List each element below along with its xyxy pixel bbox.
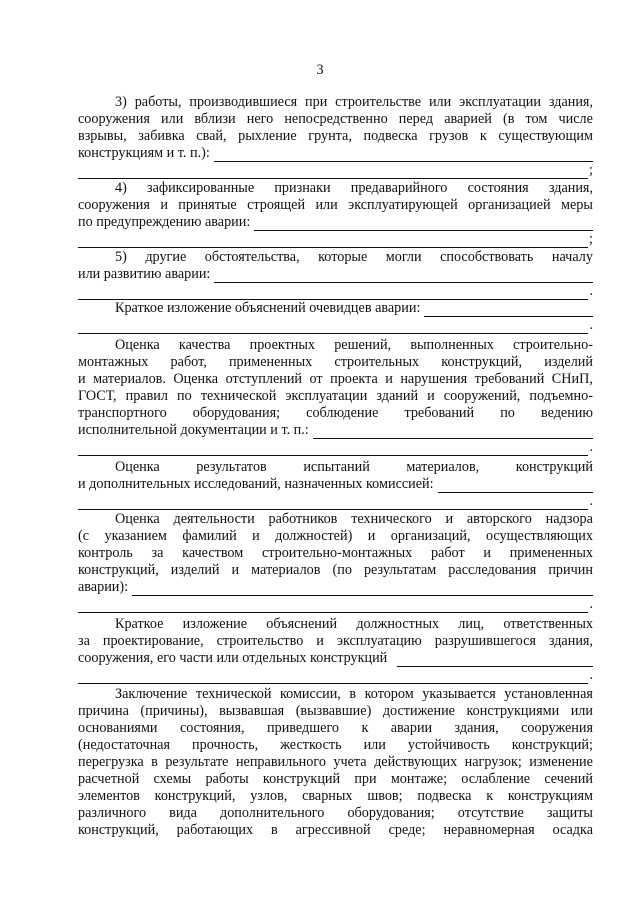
word: 3)	[115, 94, 127, 110]
word: неправильного	[235, 754, 326, 770]
fill-underline	[78, 165, 588, 179]
word: вида	[169, 805, 197, 821]
word: строительство	[216, 633, 304, 649]
word: технической	[195, 686, 272, 702]
word: и	[445, 511, 454, 527]
word: ГОСТ,	[78, 388, 117, 404]
fill-underline	[438, 479, 593, 493]
word: за	[78, 633, 90, 649]
word: эксплуатации	[459, 94, 541, 110]
word: сооружений,	[443, 388, 521, 404]
word: результате	[165, 754, 229, 770]
word: конструкций,	[441, 354, 523, 370]
text-line	[78, 266, 593, 283]
word: другие	[145, 249, 187, 265]
text-line	[78, 686, 593, 703]
word: указывается	[422, 686, 496, 702]
word: учета	[333, 754, 367, 770]
section-construction-works	[78, 94, 593, 179]
word: аварии	[390, 720, 433, 736]
word: рыхление	[238, 128, 297, 144]
word: нагрузок;	[464, 754, 522, 770]
word: которые	[318, 249, 368, 265]
text-line	[78, 180, 593, 197]
word: зданий	[376, 388, 419, 404]
word: прочность,	[192, 737, 259, 753]
word: вблизи	[194, 111, 236, 127]
word: подвеска	[363, 128, 418, 144]
word: (причины),	[140, 703, 208, 719]
fill-underline	[78, 234, 588, 248]
word: к	[361, 720, 369, 736]
word: расследования	[448, 562, 537, 578]
word: и	[160, 197, 168, 213]
word: 4)	[115, 180, 127, 196]
word: подъемно-	[529, 388, 593, 404]
text-line	[78, 145, 593, 162]
word: взрывы,	[78, 128, 127, 144]
word: (в	[503, 111, 515, 127]
section-eyewitness-accounts	[78, 300, 593, 334]
word: в	[271, 822, 278, 838]
text-line	[78, 111, 593, 128]
word: проектирование,	[102, 633, 204, 649]
text-line	[78, 788, 593, 805]
word: (по	[332, 562, 352, 578]
section-official-explanations	[78, 616, 593, 684]
fill-underline	[424, 303, 593, 317]
word: объяснений	[266, 616, 338, 632]
word: материалов.	[93, 371, 166, 387]
word: различного	[78, 805, 147, 821]
fill-underline	[78, 286, 588, 300]
line-text: Краткое изложение объяснений очевидцев аварии:	[115, 300, 421, 316]
text-line	[78, 616, 593, 633]
blank-line	[78, 439, 593, 456]
word: к	[486, 788, 494, 804]
line-text: аварии):	[78, 579, 129, 595]
word: или	[161, 111, 184, 127]
word: котором	[364, 686, 414, 702]
line-text: сооружения, его части или отдельных конструкций	[78, 650, 388, 666]
word: и	[231, 562, 240, 578]
fill-underline	[214, 148, 593, 162]
word: существующим	[498, 128, 593, 144]
line-text: по предупреждению аварии:	[78, 214, 251, 230]
word: технической	[200, 388, 277, 404]
word: перегрузка	[78, 754, 144, 770]
word: грузов	[429, 128, 469, 144]
word: примененных	[228, 354, 313, 370]
word: устойчивость	[407, 737, 490, 753]
word: выполненных	[410, 337, 494, 353]
word: эксплуатацию	[336, 633, 422, 649]
word: конструкций	[515, 459, 593, 475]
word: установленная	[504, 686, 593, 702]
line-text: конструкциям и т. п.):	[78, 145, 210, 161]
word: за	[151, 545, 164, 561]
word: соблюдение	[306, 405, 379, 421]
word: здания,	[548, 180, 593, 196]
word: оборудования;	[347, 805, 435, 821]
word: конструкций;	[511, 737, 593, 753]
word: Краткое	[115, 616, 164, 632]
word: ослабление	[461, 771, 531, 787]
word: и	[427, 388, 435, 404]
word: (недостаточная	[78, 737, 170, 753]
text-line	[78, 214, 593, 231]
word: по	[177, 388, 192, 404]
word: в	[151, 754, 158, 770]
fill-underline	[397, 653, 593, 667]
text-line	[78, 822, 593, 839]
word: работающих	[176, 822, 254, 838]
word: сварных	[302, 788, 353, 804]
word: здания,	[548, 94, 593, 110]
word: комиссии,	[279, 686, 341, 702]
blank-line	[78, 231, 593, 248]
word: работы,	[134, 94, 182, 110]
word: могли	[385, 249, 422, 265]
word: и	[385, 371, 393, 387]
word: числе	[558, 111, 593, 127]
word: схемы	[153, 771, 192, 787]
word: Оценка	[115, 511, 160, 527]
word: от	[309, 371, 323, 387]
word: конструкций	[262, 771, 341, 787]
word: должностей)	[275, 528, 353, 544]
word: работников	[268, 511, 338, 527]
word: осуществляющих	[485, 528, 593, 544]
word: решений,	[334, 337, 392, 353]
word: или	[570, 703, 593, 719]
word: строительно-	[513, 337, 593, 353]
word: подвеска	[417, 788, 472, 804]
text-line	[78, 579, 593, 596]
word: расчетной	[78, 771, 140, 787]
word: ответственных	[503, 616, 593, 632]
word: и	[78, 371, 86, 387]
word: контроль	[78, 545, 133, 561]
word: приведшего	[267, 720, 340, 736]
word: испытаний	[303, 459, 370, 475]
word: том	[525, 111, 548, 127]
word: строящей	[247, 197, 306, 213]
word: признаки	[274, 180, 331, 196]
word: сооружения	[521, 720, 593, 736]
word: Оценка	[173, 371, 219, 387]
word: строительно-монтажных	[261, 545, 413, 561]
word: ведению	[540, 405, 593, 421]
line-text: или развитию аварии:	[78, 266, 211, 282]
text-line	[78, 703, 593, 720]
fill-underline	[78, 599, 588, 613]
line-end-mark: .	[589, 283, 593, 299]
word: 5)	[115, 249, 127, 265]
line-text: исполнительной документации и т. п.:	[78, 422, 309, 438]
word: предаварийного	[350, 180, 448, 196]
word: меры	[561, 197, 593, 213]
text-line	[78, 249, 593, 266]
word: конструкций,	[154, 788, 236, 804]
word: строительстве	[335, 94, 422, 110]
word: состояния	[467, 180, 529, 196]
word: (вызвавшие)	[295, 703, 372, 719]
word: способствовать	[440, 249, 534, 265]
text-line	[78, 128, 593, 145]
word: (с	[78, 528, 90, 544]
word: отступлений	[225, 371, 303, 387]
word: конструкциям	[507, 788, 593, 804]
word: состояния,	[179, 720, 245, 736]
word: эксплуатации	[285, 388, 368, 404]
word: элементов	[78, 788, 140, 804]
section-quality-assessment	[78, 337, 593, 456]
word: должностных	[356, 616, 440, 632]
word: агрессивной	[295, 822, 371, 838]
text-line	[78, 754, 593, 771]
word: свай,	[196, 128, 227, 144]
text-line	[78, 459, 593, 476]
word: строительных	[334, 354, 420, 370]
word: требований	[474, 371, 545, 387]
text-line	[78, 422, 593, 439]
word: него	[246, 111, 274, 127]
line-end-mark: ;	[589, 162, 593, 178]
line-end-mark: .	[589, 596, 593, 612]
fill-underline	[78, 442, 588, 456]
word: разрушившегося	[434, 633, 536, 649]
word: монтажных	[78, 354, 149, 370]
word: транспортного	[78, 405, 167, 421]
word: сооружения	[78, 111, 150, 127]
word: непосредственно	[284, 111, 388, 127]
word: нарушения	[400, 371, 468, 387]
word: требований	[404, 405, 475, 421]
word: изделий	[170, 562, 220, 578]
word: при	[354, 771, 377, 787]
word: или	[363, 737, 386, 753]
word: работ	[430, 545, 465, 561]
word: и	[483, 545, 491, 561]
word: швов;	[367, 788, 403, 804]
word: дополнительного	[220, 805, 325, 821]
word: достижение	[382, 703, 455, 719]
word: материалов,	[406, 459, 480, 475]
text-line	[78, 197, 593, 214]
word: грунта,	[308, 128, 352, 144]
text-line	[78, 337, 593, 354]
text-line	[78, 388, 593, 405]
word: зафиксированные	[147, 180, 255, 196]
word: узлов,	[250, 788, 288, 804]
word: авторского	[466, 511, 532, 527]
word: работы	[205, 771, 249, 787]
word: конструкций,	[78, 822, 159, 838]
word: материалов	[251, 562, 321, 578]
text-line	[78, 633, 593, 650]
word: аварией	[444, 111, 492, 127]
line-text: и дополнительных исследований, назначенных комиссией:	[78, 476, 434, 492]
word: конструкций,	[78, 562, 159, 578]
word: или	[428, 94, 452, 110]
word: работ,	[170, 354, 207, 370]
word: примененных	[509, 545, 593, 561]
word: технического	[351, 511, 432, 527]
word: защиты	[546, 805, 593, 821]
word: по	[500, 405, 515, 421]
word: надзора	[545, 511, 593, 527]
line-end-mark: .	[589, 493, 593, 509]
fill-underline	[78, 496, 588, 510]
section-commission-conclusion	[78, 686, 593, 839]
word: вызвавшая	[219, 703, 285, 719]
line-end-mark: ;	[589, 231, 593, 247]
text-line	[78, 771, 593, 788]
word: монтаже;	[390, 771, 448, 787]
word: Оценка	[115, 337, 160, 353]
fill-underline	[78, 670, 588, 684]
blank-line	[78, 667, 593, 684]
word: и	[367, 528, 376, 544]
text-line	[78, 476, 593, 493]
word: при	[305, 94, 328, 110]
text-line	[78, 371, 593, 388]
word: к	[479, 128, 487, 144]
word: организаций,	[390, 528, 471, 544]
word: и	[316, 633, 324, 649]
text-line	[78, 737, 593, 754]
word: оборудования;	[192, 405, 281, 421]
word: проекта	[330, 371, 378, 387]
text-line	[78, 528, 593, 545]
word: организацией	[468, 197, 551, 213]
word: изменение	[529, 754, 593, 770]
word: лиц,	[458, 616, 485, 632]
word: Заключение	[115, 686, 188, 702]
line-end-mark: .	[589, 667, 593, 683]
word: правил	[125, 388, 168, 404]
blank-line	[78, 493, 593, 510]
page-number: 3	[316, 62, 324, 78]
text-line	[78, 354, 593, 371]
word: принятые	[178, 197, 237, 213]
text-line	[78, 545, 593, 562]
text-line	[78, 94, 593, 111]
line-end-mark: .	[589, 439, 593, 455]
word: действующих	[374, 754, 458, 770]
word: причин	[548, 562, 593, 578]
word: изделий	[544, 354, 593, 370]
word: забивка	[138, 128, 185, 144]
blank-line	[78, 596, 593, 613]
fill-underline	[313, 425, 593, 439]
text-line	[78, 300, 593, 317]
word: жесткость	[280, 737, 342, 753]
text-line	[78, 511, 593, 528]
word: началу	[551, 249, 593, 265]
word: среде;	[388, 822, 426, 838]
text-line	[78, 650, 593, 667]
word: изложение	[182, 616, 248, 632]
word: фамилий	[182, 528, 237, 544]
word: причина	[78, 703, 129, 719]
word: обстоятельства,	[204, 249, 300, 265]
word: здания,	[454, 720, 499, 736]
word: или	[315, 197, 338, 213]
fill-underline	[254, 217, 593, 231]
word: сооружения	[78, 197, 150, 213]
word: эксплуатирующей	[348, 197, 458, 213]
word: осадка	[552, 822, 593, 838]
word: проектных	[249, 337, 315, 353]
word: результатам	[363, 562, 437, 578]
section-pre-accident-signs	[78, 180, 593, 248]
section-test-results	[78, 459, 593, 510]
word: здания,	[548, 633, 593, 649]
word: сечений	[544, 771, 593, 787]
word: производившиеся	[189, 94, 298, 110]
text-line	[78, 720, 593, 737]
section-other-circumstances	[78, 249, 593, 300]
line-end-mark: .	[589, 317, 593, 333]
word: в	[349, 686, 357, 702]
blank-line	[78, 283, 593, 300]
fill-underline	[78, 320, 588, 334]
text-line	[78, 805, 593, 822]
word: отсутствие	[457, 805, 524, 821]
blank-line	[78, 317, 593, 334]
word: качества	[178, 337, 231, 353]
text-line	[78, 562, 593, 579]
blank-line	[78, 162, 593, 179]
fill-underline	[132, 582, 593, 596]
word: СНиП,	[551, 371, 593, 387]
word: конструкциями	[466, 703, 560, 719]
word: Оценка	[115, 459, 160, 475]
word: перед	[398, 111, 434, 127]
word: качеством	[182, 545, 244, 561]
word: основаниями	[78, 720, 158, 736]
text-line	[78, 405, 593, 422]
word: и	[252, 528, 260, 544]
word: указанием	[104, 528, 167, 544]
word: деятельности	[173, 511, 255, 527]
word: результатов	[196, 459, 267, 475]
fill-underline	[214, 269, 593, 283]
word: неравномерная	[443, 822, 535, 838]
section-supervision-assessment	[78, 511, 593, 613]
